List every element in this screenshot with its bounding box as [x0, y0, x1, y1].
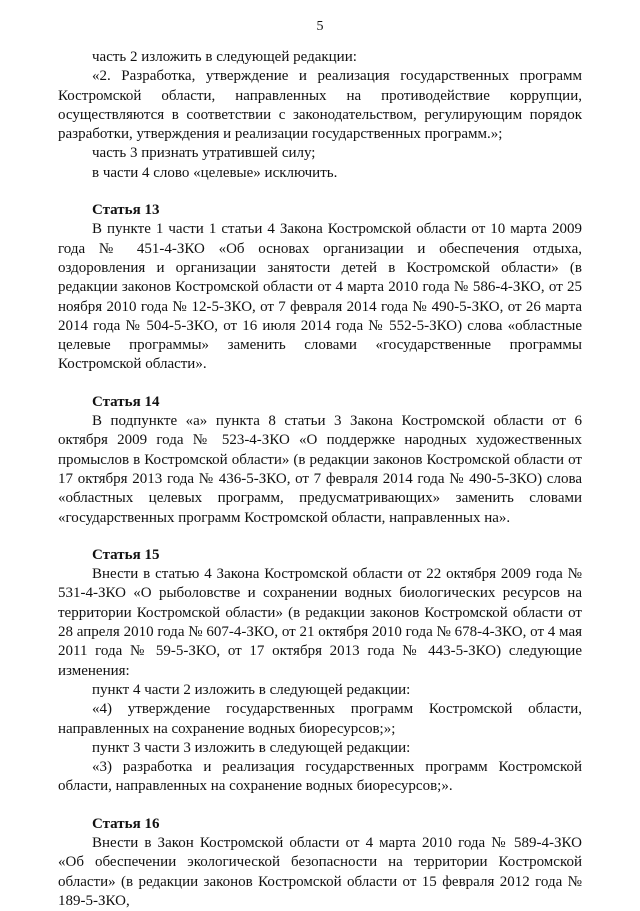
article-paragraph: «4) утверждение государственных программ Костромской области, направленных на сохранение водных биоресурсов;»; [58, 701, 582, 737]
article-paragraph: В пункте 1 части 1 статьи 4 Закона Костромской области от 10 марта 2009 года № 451-4-ЗКО «Об основах организации и обеспечения отдыха, оздоровления и организации занятости детей в Костромской области» (в редакции законов Костромской области от 4 марта 2010 года № 586-4-ЗКО, от 25 ноября 2010 года № 12-5-ЗКО, от 7 февраля 2014 года № 490-5-ЗКО, от 26 марта 2014 года № 504-5-ЗКО, от 16 июля 2014 года № 552-5-ЗКО) слова «областные целевые программы» заменить словами «государственные программы Костромской области». [58, 221, 582, 373]
article-13 [58, 201, 582, 375]
article-title: Статья 16 [92, 815, 160, 832]
article-title: Статья 15 [92, 546, 160, 563]
article-paragraph: пункт 4 части 2 изложить в следующей редакции: [92, 681, 411, 698]
article-paragraph: В подпункте «а» пункта 8 статьи 3 Закона Костромской области от 6 октября 2009 года № 523-4-ЗКО «О поддержке народных художественных промыслов в Костромской области» (в редакции законов Костромской области от 17 октября 2013 года № 436-5-ЗКО, от 7 февраля 2014 года № 490-5-ЗКО) слова «областных целевых программ, предусматривающих» заменить словами «государственных программ Костромской области, направленных на». [58, 413, 582, 526]
article-paragraph: Внести в статью 4 Закона Костромской области от 22 октября 2009 года № 531-4-ЗКО «О рыболовстве и сохранении водных биологических ресурсов на территории Костромской области» (в редакции законов Костромской области от 28 апреля 2010 года № 607-4-ЗКО, от 21 октября 2010 года № 678-4-ЗКО, от 4 мая 2011 года № 59-5-ЗКО, от 17 октября 2013 года № 443-5-ЗКО) следующие изменения: [58, 566, 582, 679]
article-title: Статья 14 [92, 393, 160, 410]
article-title: Статья 13 [92, 202, 160, 219]
intro-paragraph: «2. Разработка, утверждение и реализация государственных программ Костромской области, направленных на противодействие коррупции, осуществляются в соответствии с законодательством, регулирующим порядок разработки, утверждения и реализации государственных программ.»; [58, 68, 582, 143]
intro-paragraph: часть 2 изложить в следующей редакции: [92, 49, 357, 65]
article-paragraph: Внести в Закон Костромской области от 4 марта 2010 года № 589-4-ЗКО «Об обеспечении экологической безопасности на территории Костромской области» (в редакции законов Костромской области от 15 февраля 2012 года № 189-5-ЗКО, [58, 834, 582, 909]
article-16 [58, 815, 582, 911]
intro-paragraph: часть 3 признать утратившей силу; [92, 145, 316, 162]
page-number: 5 [316, 19, 324, 34]
article-15 [58, 546, 582, 797]
article-14 [58, 393, 582, 528]
intro-block [58, 48, 582, 183]
intro-paragraph: в части 4 слово «целевые» исключить. [92, 164, 338, 181]
article-paragraph: пункт 3 части 3 изложить в следующей редакции: [92, 739, 411, 756]
article-paragraph: «3) разработка и реализация государственных программ Костромской области, направленных на сохранение водных биоресурсов;». [58, 759, 582, 795]
